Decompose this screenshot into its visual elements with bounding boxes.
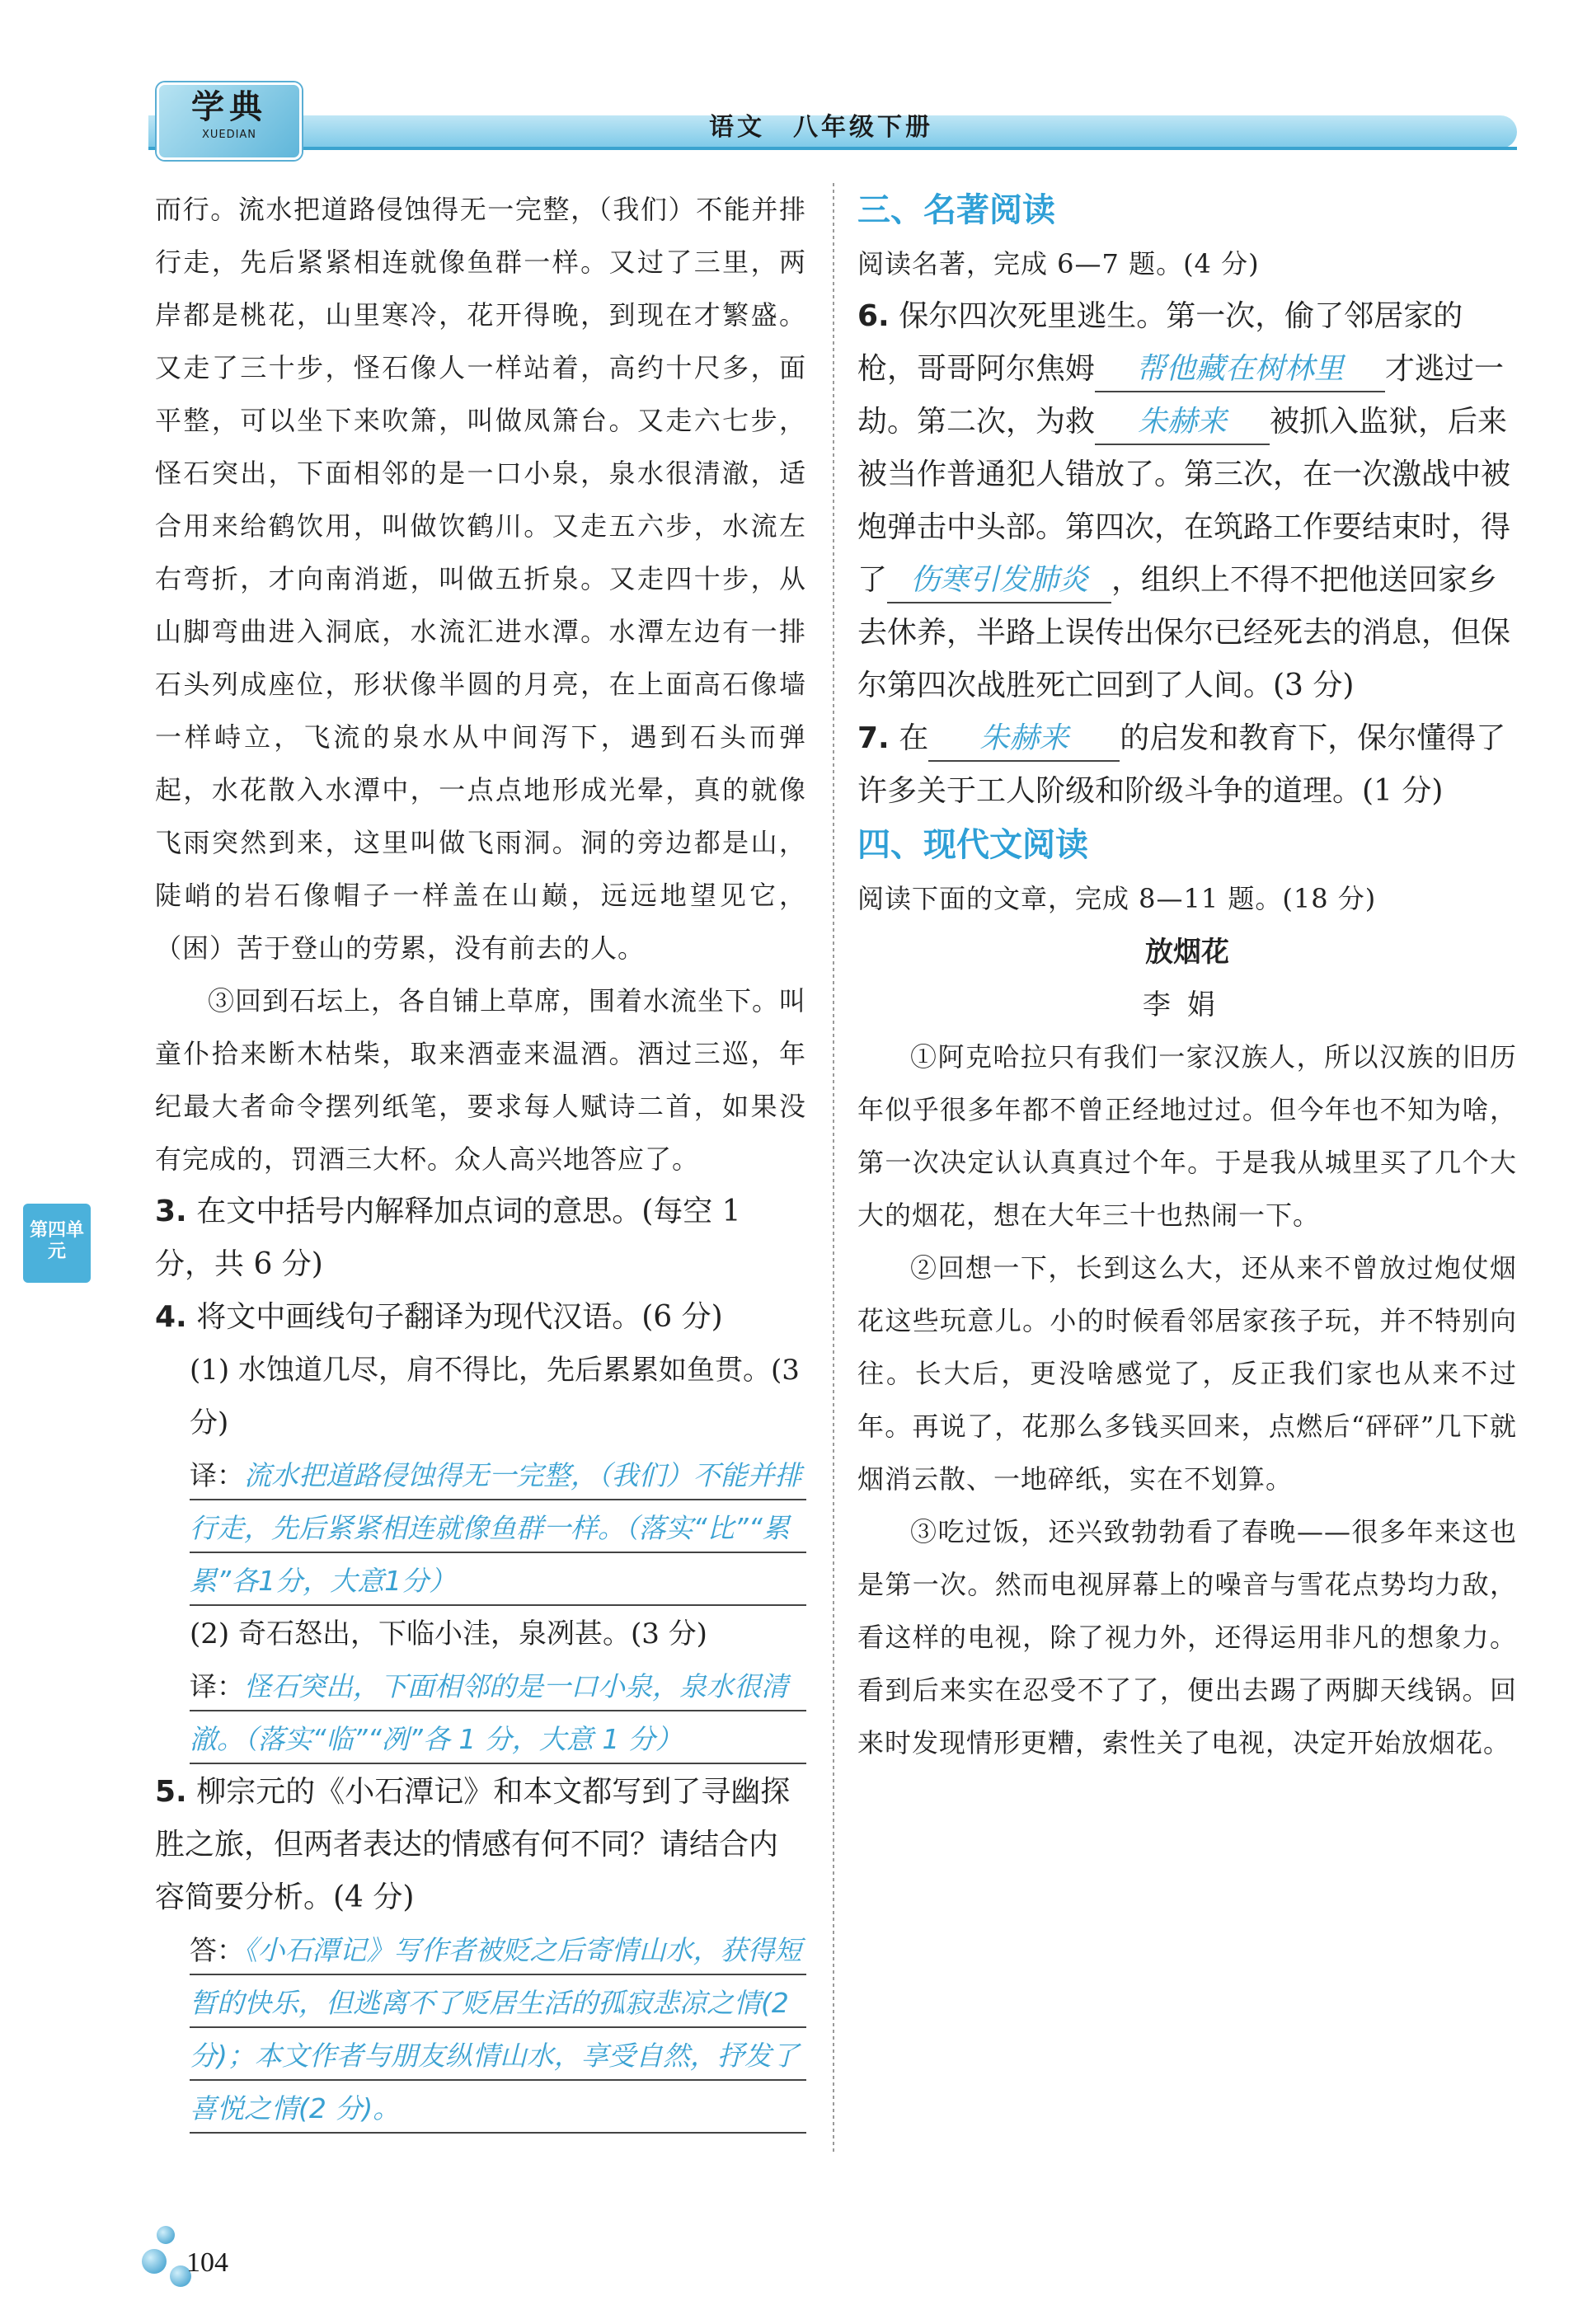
fill-blank: 朱赫来 — [1095, 401, 1270, 445]
question-text: ，组织上不得不把他送回家乡去休养，半路上误传出保尔已经死去的消息，但保尔第四次战胜死亡回到了人间。(3 分) — [857, 563, 1511, 702]
question-7 — [857, 712, 1517, 818]
passage-paragraph: ③回到石坛上，各自铺上草席，围着水流坐下。叫童仆拾来断木枯柴，取来酒壶来温酒。酒过三巡，年纪最大者命令摆列纸笔，要求每人赋诗二首，如果没有完成的，罚酒三大杯。众人高兴地答应了。 — [155, 985, 807, 1175]
question-number: 3. — [155, 1195, 187, 1228]
question-6 — [857, 290, 1517, 712]
logo-subtext: XUEDIAN — [201, 129, 257, 141]
article-author: 李娟 — [1143, 988, 1232, 1021]
answer-text — [190, 1660, 806, 1766]
fill-blank: 伤寒引发肺炎 — [887, 559, 1111, 603]
right-column — [857, 183, 1517, 1769]
left-column — [155, 183, 806, 2135]
question-text: 柳宗元的《小石潭记》和本文都写到了寻幽探胜之旅，但两者表达的情感有何不同？请结合内容简要分析。(4 分) — [155, 1775, 791, 1914]
section-heading: 四、现代文阅读 — [857, 826, 1088, 864]
article-paragraph: ②回想一下，长到这么大，还从来不曾放过炮仗烟花这些玩意儿。小的时候看邻居家孩子玩，并不特别向往。长大后，更没啥感觉了，反正我们家也从来不过年。再说了，花那么多钱买回来，点燃后“砰砰”几下就烟消云散、一地碎纸，实在不划算。 — [857, 1252, 1517, 1495]
answer-content: 《小石潭记》写作者被贬之后寄情山水，获得短暂的快乐，但逃离不了贬居生活的孤寂悲凉之情(2 分)；本文作者与朋友纵情山水，享受自然，抒发了喜悦之情(2 分)。 — [190, 1934, 802, 2124]
answer-text — [190, 1924, 806, 2135]
answer-lead: 译： — [190, 1670, 244, 1702]
article-paragraph: ③吃过饭，还兴致勃勃看了春晚——很多年来这也是第一次。然而电视屏幕上的噪音与雪花点势均力敌，看这样的电视，除了视力外，还得运用非凡的想象力。看到后来实在忍受不了了，便出去踢了两脚天线锅。回来时发现情形更糟，索性关了电视，决定开始放烟花。 — [857, 1516, 1517, 1758]
question-4 — [155, 1291, 806, 1344]
decor-dot — [142, 2249, 167, 2274]
answer-text — [190, 1449, 806, 1608]
article-title: 放烟花 — [1145, 936, 1229, 969]
unit-tab: 第四单元 — [23, 1204, 91, 1283]
section-intro: 阅读名著，完成 6—7 题。(4 分) — [857, 248, 1260, 279]
question-text: 被抓入监狱，后来被当作普通犯人错放了。第三次，在一次激战中被炮弹击中头部。第四次，在筑路工作要结束时，得了 — [857, 405, 1511, 597]
page-number: 104 — [186, 2247, 228, 2278]
question-text: 的启发和教育下，保尔懂得了许多关于工人阶级和阶级斗争的道理。(1 分) — [857, 721, 1506, 808]
question-number: 6. — [857, 299, 890, 333]
section-intro: 阅读下面的文章，完成 8—11 题。(18 分) — [857, 883, 1377, 914]
question-text: 才逃过一劫。第二次，为救 — [857, 352, 1505, 439]
question-text: 在 — [899, 721, 929, 755]
article-paragraph: ①阿克哈拉只有我们一家汉族人，所以汉族的旧历年似乎很多年都不曾正经地过过。但今年也不知为啥，第一次决定认认真真过个年。于是我从城里买了几个大大的烟花，想在大年三十也热闹一下。 — [857, 1041, 1517, 1231]
header-rule — [148, 147, 1517, 150]
sub-question: (2) 奇石怒出，下临小洼，泉冽甚。(3 分) — [190, 1617, 707, 1650]
question-text: 保尔四次死里逃生。第一次，偷了邻居家的枪，哥哥阿尔焦姆 — [857, 299, 1463, 386]
question-number: 7. — [857, 721, 890, 755]
column-divider — [833, 183, 834, 2153]
question-text: 在文中括号内解释加点词的意思。(每空 1 分，共 6 分) — [155, 1195, 741, 1281]
question-5 — [155, 1766, 806, 1924]
fill-blank: 朱赫来 — [928, 717, 1120, 762]
answer-content: 流水把道路侵蚀得无一完整，（我们）不能并排行走，先后紧紧相连就像鱼群一样。（落实“比”“累累”各1分，大意1分） — [190, 1459, 802, 1597]
fill-blank: 帮他藏在树林里 — [1095, 348, 1385, 392]
decor-dot — [157, 2226, 175, 2244]
answer-content: 怪石突出，下面相邻的是一口小泉，泉水很清澈。（落实“临”“冽”各 1 分，大意 1 分） — [190, 1670, 788, 1755]
logo — [157, 82, 302, 160]
question-text: 将文中画线句子翻译为现代汉语。(6 分) — [196, 1300, 723, 1334]
passage-paragraph: 而行。流水把道路侵蚀得无一完整，（我们）不能并排行走，先后紧紧相连就像鱼群一样。又过了三里，两岸都是桃花，山里寒冷，花开得晚，到现在才繁盛。又走了三十步，怪石像人一样站着，高约十尺多，面平整，可以坐下来吹箫，叫做凤箫台。又走六七步，怪石突出，下面相邻的是一口小泉，泉水很清澈，适合用来给鹤饮用，叫做饮鹤川。又走五六步，水流左右弯折，才向南消逝，叫做五折泉。又走四十步，从山脚弯曲进入洞底，水流汇进水潭。水潭左边有一排石头列成座位，形状像半圆的月亮，在上面高石像墙一样峙立，飞流的泉水从中间泻下，遇到石头而弹起，水花散入水潭中，一点点地形成光晕，真的就像飞雨突然到来，这里叫做飞雨洞。洞的旁边都是山，陡峭的岩石像帽子一样盖在山巅，远远地望见它，（困）苦于登山的劳累，没有前去的人。 — [155, 194, 806, 964]
section-heading: 三、名著阅读 — [857, 191, 1055, 229]
question-3 — [155, 1185, 806, 1291]
sub-question: (1) 水蚀道几尽，肩不得比，先后累累如鱼贯。(3 分) — [190, 1354, 800, 1439]
book-title: 语文 八年级下册 — [709, 113, 933, 142]
question-number: 5. — [155, 1775, 187, 1809]
answer-lead: 译： — [190, 1459, 244, 1491]
answer-lead: 答： — [190, 1934, 244, 1966]
question-number: 4. — [155, 1300, 187, 1334]
logo-text: 学典 — [191, 87, 267, 126]
